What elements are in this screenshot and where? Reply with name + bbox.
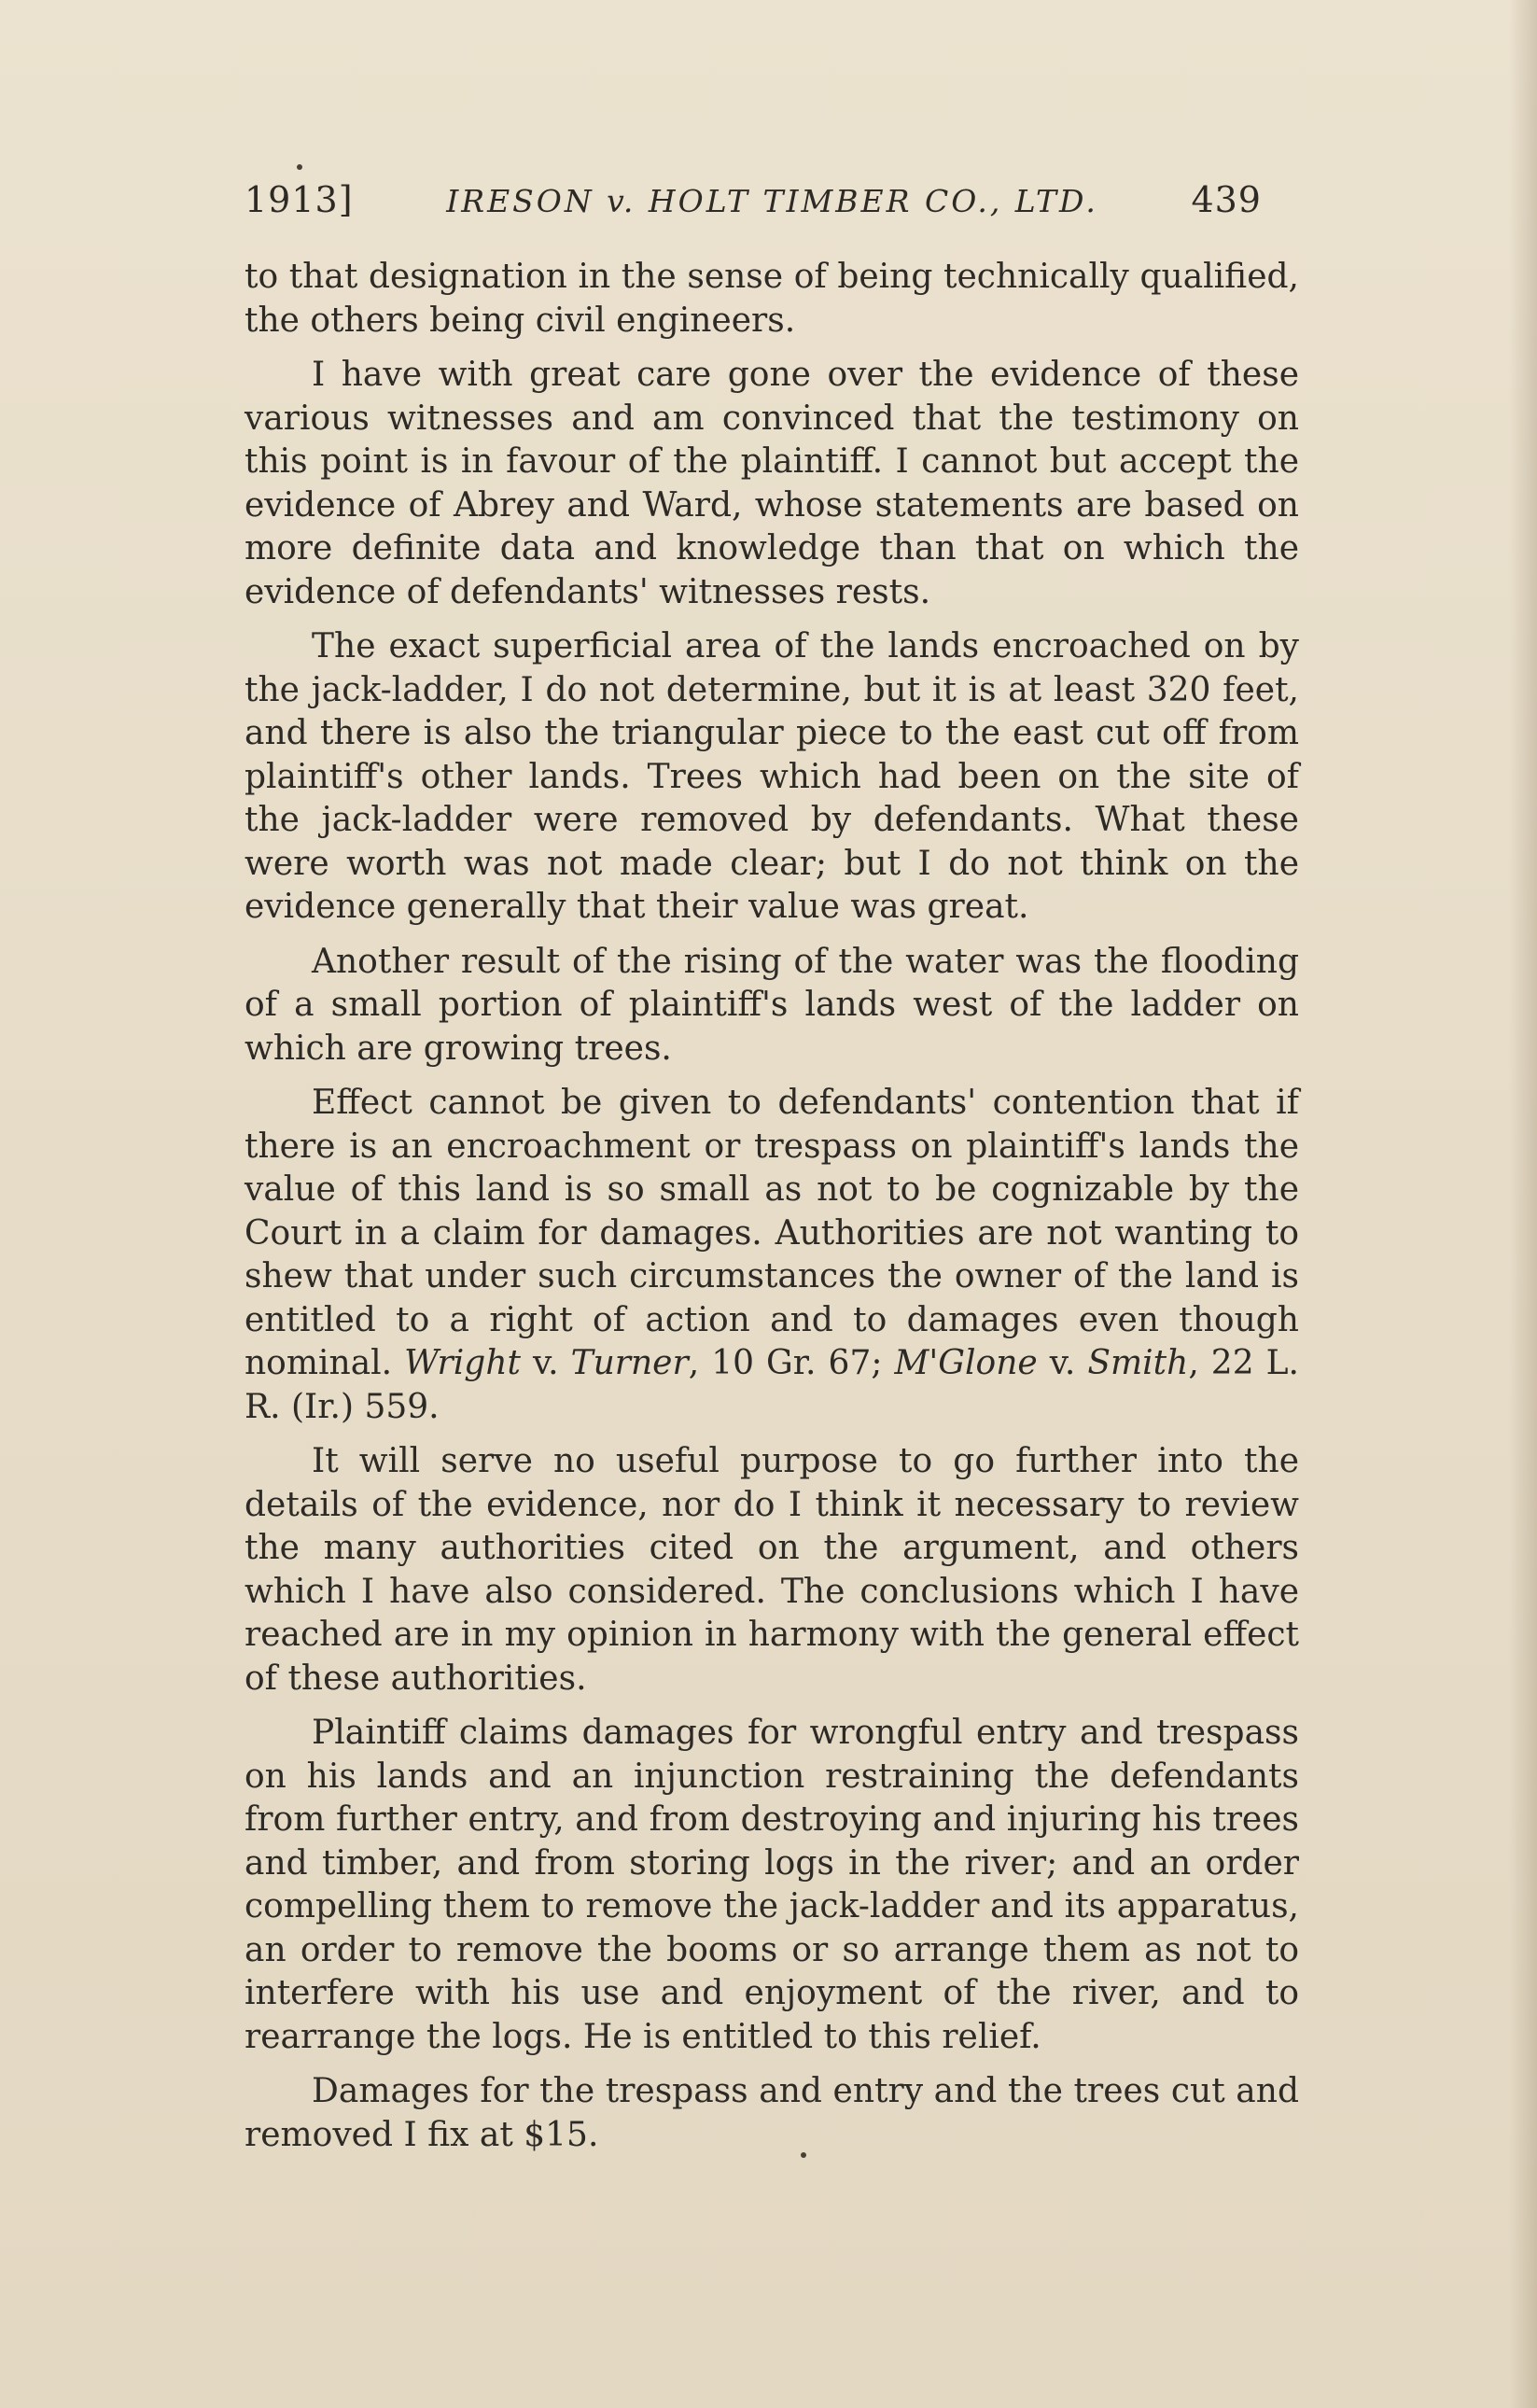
paragraph-with-citations xyxy=(245,1082,1299,1429)
paragraph: Another result of the rising of the water was the flooding of a small portion of plaintiff's lands west of the ladder on which are growing trees. xyxy=(245,942,1299,1068)
case-name: Smith xyxy=(1087,1344,1189,1382)
page-edge-shadow xyxy=(1509,0,1537,2408)
running-head xyxy=(245,177,1262,224)
versus: v. xyxy=(520,1344,571,1382)
running-head-year: 1913] xyxy=(245,179,354,220)
running-head-title: IRESON v. HOLT TIMBER CO., LTD. xyxy=(446,183,1098,219)
case-name: Turner xyxy=(570,1344,689,1382)
case-name: M'Glone xyxy=(894,1344,1038,1382)
paragraph: The exact superficial area of the lands encroached on by the jack-ladder, I do not determine, but it is at least 320 feet, and there is also the triangular piece to the east cut off from plaintiff's other lands. Trees which had been on the site of the jack-ladder were removed by defendants. What these were worth was not made clear; but I do not think on the evidence generally that their value was great. xyxy=(245,627,1299,926)
text-block xyxy=(245,177,1299,2168)
paragraph: Plaintiff claims damages for wrongful entry and trespass on his lands and an injunction restraining the defendants from further entry, and from destroying and injuring his trees and timber, and from storing logs in the river; and an order compelling them to remove the jack-ladder and its apparatus, an order to remove the booms or so arrange them as not to interfere with his use and enjoyment of the river, and to rearrange the logs. He is entitled to this relief. xyxy=(245,1714,1299,2056)
versus: v. xyxy=(1037,1344,1088,1382)
paragraph-text: Effect cannot be given to defendants' contention that if there is an encroachment or trespass on plaintiff's lands the value of this land is so small as not to be cognizable by the Court in a claim for damages. Authorities are not wanting to shew that under such circumstances the owner of the land is entitled to a right of action and to damages even though nominal. xyxy=(245,1084,1299,1382)
paragraph: I have with great care gone over the evidence of these various witnesses and am convinced that the testimony on this point is in favour of the plaintiff. I cannot but accept the evidence of Abrey and Ward, whose statements are based on more definite data and knowledge than that on which the evidence of defendants' witnesses rests. xyxy=(245,356,1299,611)
page-number: 439 xyxy=(1191,179,1262,220)
case-name: Wright xyxy=(404,1344,521,1382)
paragraph: to that designation in the sense of being technically qualified, the others being civil engineers. xyxy=(245,258,1299,340)
citation: , 10 Gr. 67; xyxy=(688,1344,895,1382)
citation: , 22 L. R. (Ir.) 559. xyxy=(245,1344,1300,1426)
paragraph: It will serve no useful purpose to go further into the details of the evidence, nor do I think it necessary to review the many authorities cited on the argument, and others which I have also considered. The conclusions which I have reached are in my opinion in harmony with the general effect of these authorities. xyxy=(245,1442,1299,1698)
paragraph: Damages for the trespass and entry and the trees cut and removed I fix at $15. xyxy=(245,2072,1299,2154)
ink-speck xyxy=(297,164,302,170)
